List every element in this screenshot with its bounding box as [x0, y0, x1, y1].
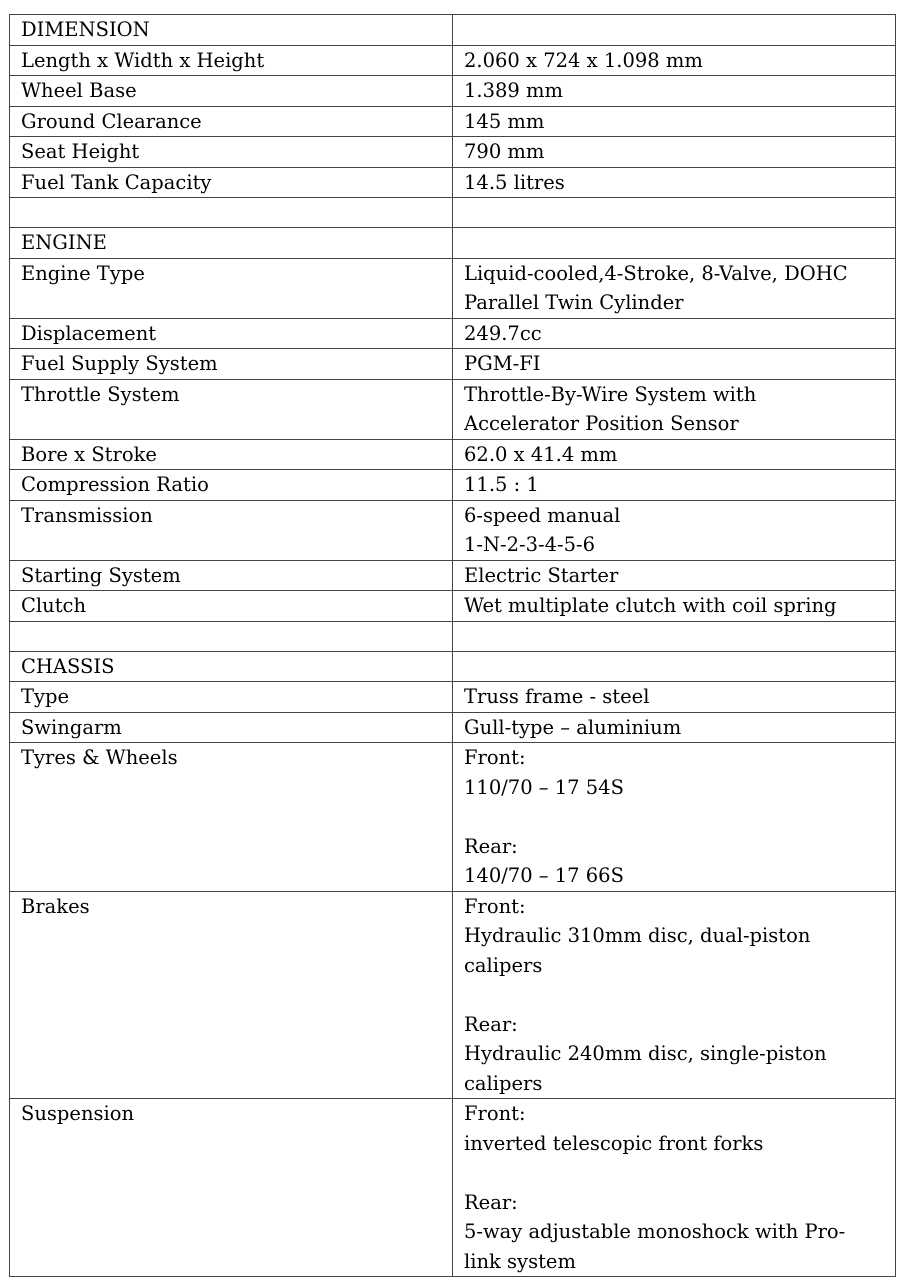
spec-value: Electric Starter — [453, 560, 896, 591]
spacer-cell — [453, 621, 896, 651]
spec-value: 2.060 x 724 x 1.098 mm — [453, 45, 896, 76]
spec-table — [9, 14, 896, 1277]
table-row-section-dimension — [10, 15, 896, 46]
spec-label: Throttle System — [10, 379, 453, 439]
spec-value: 11.5 : 1 — [453, 470, 896, 501]
table-row-section-chassis — [10, 651, 896, 682]
table-row — [10, 318, 896, 349]
table-row-section-engine — [10, 228, 896, 259]
table-row-spacer — [10, 621, 896, 651]
spec-value: 790 mm — [453, 137, 896, 168]
table-row — [10, 712, 896, 743]
spacer-cell — [453, 198, 896, 228]
spec-label: Displacement — [10, 318, 453, 349]
table-row — [10, 439, 896, 470]
table-row — [10, 137, 896, 168]
spec-value: Front: 110/70 – 17 54S Rear: 140/70 – 17 66S — [453, 743, 896, 892]
spec-label: Compression Ratio — [10, 470, 453, 501]
table-row — [10, 167, 896, 198]
spec-value: 249.7cc — [453, 318, 896, 349]
spec-value: 14.5 litres — [453, 167, 896, 198]
section-heading: CHASSIS — [10, 651, 453, 682]
spec-label: Wheel Base — [10, 76, 453, 107]
spec-label: Fuel Supply System — [10, 349, 453, 380]
spec-label: Suspension — [10, 1099, 453, 1277]
spec-value: Gull-type – aluminium — [453, 712, 896, 743]
spacer-cell — [10, 621, 453, 651]
table-row — [10, 76, 896, 107]
spec-value: Wet multiplate clutch with coil spring — [453, 591, 896, 622]
spec-label: Starting System — [10, 560, 453, 591]
spec-label: Fuel Tank Capacity — [10, 167, 453, 198]
spec-label: Type — [10, 682, 453, 713]
spec-value — [453, 15, 896, 46]
spec-value: Front: Hydraulic 310mm disc, dual-piston calipers Rear: Hydraulic 240mm disc, single-piston calipers — [453, 891, 896, 1099]
table-row — [10, 891, 896, 1099]
spec-label: Bore x Stroke — [10, 439, 453, 470]
spec-label: Length x Width x Height — [10, 45, 453, 76]
table-row — [10, 45, 896, 76]
spec-label: Engine Type — [10, 258, 453, 318]
table-row — [10, 743, 896, 892]
table-row — [10, 379, 896, 439]
table-row — [10, 500, 896, 560]
spec-label: Tyres & Wheels — [10, 743, 453, 892]
spec-table-body — [10, 15, 896, 1277]
spec-value — [453, 651, 896, 682]
spec-value: PGM-FI — [453, 349, 896, 380]
spec-label: Clutch — [10, 591, 453, 622]
spec-value: Liquid-cooled,4-Stroke, 8-Valve, DOHC Parallel Twin Cylinder — [453, 258, 896, 318]
spec-value: Truss frame - steel — [453, 682, 896, 713]
section-heading: DIMENSION — [10, 15, 453, 46]
spec-value: 1.389 mm — [453, 76, 896, 107]
spec-label: Ground Clearance — [10, 106, 453, 137]
spec-value: 145 mm — [453, 106, 896, 137]
spec-value — [453, 228, 896, 259]
table-row-spacer — [10, 198, 896, 228]
spec-value: 62.0 x 41.4 mm — [453, 439, 896, 470]
spec-label: Brakes — [10, 891, 453, 1099]
spec-label: Transmission — [10, 500, 453, 560]
spec-value: Throttle-By-Wire System with Accelerator Position Sensor — [453, 379, 896, 439]
table-row — [10, 1099, 896, 1277]
table-row — [10, 682, 896, 713]
table-row — [10, 560, 896, 591]
table-row — [10, 349, 896, 380]
spec-label: Swingarm — [10, 712, 453, 743]
table-row — [10, 591, 896, 622]
table-row — [10, 258, 896, 318]
spec-value: Front: inverted telescopic front forks Rear: 5-way adjustable monoshock with Pro- link system — [453, 1099, 896, 1277]
section-heading: ENGINE — [10, 228, 453, 259]
spec-label: Seat Height — [10, 137, 453, 168]
spec-value: 6-speed manual 1-N-2-3-4-5-6 — [453, 500, 896, 560]
spacer-cell — [10, 198, 453, 228]
table-row — [10, 106, 896, 137]
table-row — [10, 470, 896, 501]
